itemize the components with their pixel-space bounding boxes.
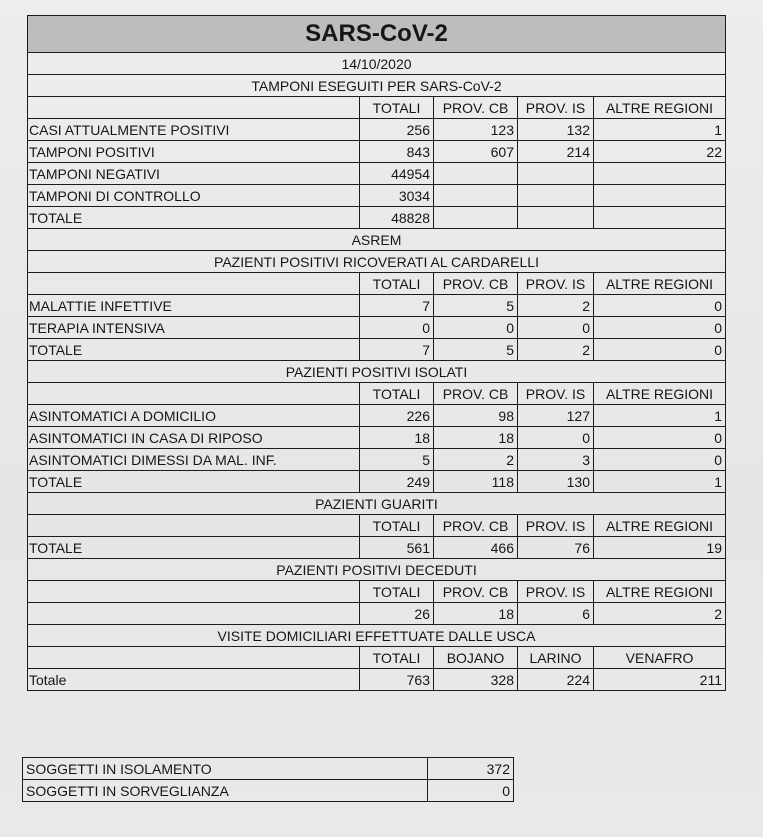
cell-altre-regioni: 1 <box>594 405 726 427</box>
header-altre-regioni: ALTRE REGIONI <box>594 581 726 603</box>
cell-altre-regioni: 1 <box>594 119 726 141</box>
cell-totali: 7 <box>360 339 434 361</box>
section-heading: PAZIENTI POSITIVI DECEDUTI <box>28 559 726 581</box>
column-header-row <box>28 581 726 603</box>
header-totali: TOTALI <box>360 383 434 405</box>
header-altre-regioni: ALTRE REGIONI <box>594 515 726 537</box>
cell-totali: 5 <box>360 449 434 471</box>
header-bojano: BOJANO <box>434 647 518 669</box>
cell-prov-is: 0 <box>518 317 594 339</box>
row-label: TAMPONI DI CONTROLLO <box>28 185 360 207</box>
table-row <box>28 339 726 361</box>
cell-altre-regioni: 0 <box>594 427 726 449</box>
row-label: ASINTOMATICI IN CASA DI RIPOSO <box>28 427 360 449</box>
row-label: SOGGETTI IN ISOLAMENTO <box>23 758 428 780</box>
table-row <box>28 471 726 493</box>
covid-report-table <box>27 15 726 691</box>
cell-prov-cb: 5 <box>434 295 518 317</box>
report-date: 14/10/2020 <box>28 53 726 75</box>
cell-prov-is: 130 <box>518 471 594 493</box>
cell-totali: 763 <box>360 669 434 691</box>
header-venafro: VENAFRO <box>594 647 726 669</box>
table-row <box>28 427 726 449</box>
header-totali: TOTALI <box>360 97 434 119</box>
column-header-row <box>28 515 726 537</box>
row-label: TOTALE <box>28 471 360 493</box>
cell-altre-regioni <box>594 207 726 229</box>
row-label: SOGGETTI IN SORVEGLIANZA <box>23 780 428 802</box>
column-header-row <box>28 647 726 669</box>
cell-totali: 7 <box>360 295 434 317</box>
cell-prov-cb: 98 <box>434 405 518 427</box>
cell-prov-cb <box>434 163 518 185</box>
table-row <box>28 669 726 691</box>
header-larino: LARINO <box>518 647 594 669</box>
section-heading: PAZIENTI POSITIVI ISOLATI <box>28 361 726 383</box>
cell-altre-regioni <box>594 163 726 185</box>
header-prov-cb: PROV. CB <box>434 515 518 537</box>
cell-prov-cb: 2 <box>434 449 518 471</box>
cell-prov-cb: 118 <box>434 471 518 493</box>
cell-prov-cb: 5 <box>434 339 518 361</box>
cell-altre-regioni: 22 <box>594 141 726 163</box>
cell-prov-cb: 18 <box>434 427 518 449</box>
row-label: TOTALE <box>28 207 360 229</box>
row-label: Totale <box>28 669 360 691</box>
cell-totali: 256 <box>360 119 434 141</box>
cell-value: 0 <box>428 780 514 802</box>
cell-prov-is <box>518 185 594 207</box>
header-prov-cb: PROV. CB <box>434 383 518 405</box>
cell-prov-is: 132 <box>518 119 594 141</box>
cell-totali: 44954 <box>360 163 434 185</box>
cell-altre-regioni: 0 <box>594 339 726 361</box>
cell-totali: 226 <box>360 405 434 427</box>
table-row <box>28 537 726 559</box>
header-prov-is: PROV. IS <box>518 273 594 295</box>
table-row <box>28 405 726 427</box>
cell-altre-regioni <box>594 185 726 207</box>
cell-prov-cb <box>434 207 518 229</box>
section-heading: PAZIENTI POSITIVI RICOVERATI AL CARDARELLI <box>28 251 726 273</box>
cell-altre-regioni: 0 <box>594 449 726 471</box>
report-title: SARS-CoV-2 <box>28 16 726 53</box>
cell-prov-is: 127 <box>518 405 594 427</box>
header-totali: TOTALI <box>360 647 434 669</box>
cell-prov-is <box>518 207 594 229</box>
cell-prov-is: 3 <box>518 449 594 471</box>
cell-prov-cb: 607 <box>434 141 518 163</box>
table-row <box>23 780 514 802</box>
cell-altre-regioni: 0 <box>594 295 726 317</box>
header-totali: TOTALI <box>360 581 434 603</box>
row-label: CASI ATTUALMENTE POSITIVI <box>28 119 360 141</box>
row-label: MALATTIE INFETTIVE <box>28 295 360 317</box>
cell-prov-is <box>518 163 594 185</box>
cell-prov-cb: 123 <box>434 119 518 141</box>
section-heading: TAMPONI ESEGUITI PER SARS-CoV-2 <box>28 75 726 97</box>
row-label: TOTALE <box>28 339 360 361</box>
row-label: TERAPIA INTENSIVA <box>28 317 360 339</box>
row-label: TAMPONI NEGATIVI <box>28 163 360 185</box>
header-prov-is: PROV. IS <box>518 515 594 537</box>
header-altre-regioni: ALTRE REGIONI <box>594 273 726 295</box>
cell-totali: 0 <box>360 317 434 339</box>
table-row <box>28 119 726 141</box>
cell-totali: 843 <box>360 141 434 163</box>
header-prov-cb: PROV. CB <box>434 581 518 603</box>
row-label <box>28 603 360 625</box>
table-row <box>28 603 726 625</box>
column-header-row <box>28 273 726 295</box>
table-row <box>28 317 726 339</box>
header-prov-is: PROV. IS <box>518 383 594 405</box>
header-prov-is: PROV. IS <box>518 97 594 119</box>
header-prov-cb: PROV. CB <box>434 97 518 119</box>
cell-totali: 48828 <box>360 207 434 229</box>
table-row <box>28 141 726 163</box>
table-row <box>28 163 726 185</box>
cell-prov-is: 214 <box>518 141 594 163</box>
table-row <box>28 295 726 317</box>
row-label: ASINTOMATICI A DOMICILIO <box>28 405 360 427</box>
cell-totali: 3034 <box>360 185 434 207</box>
table-row <box>28 185 726 207</box>
column-header-row <box>28 383 726 405</box>
cell-venafro: 211 <box>594 669 726 691</box>
cell-totali: 26 <box>360 603 434 625</box>
cell-prov-cb: 466 <box>434 537 518 559</box>
cell-prov-is: 76 <box>518 537 594 559</box>
cell-altre-regioni: 19 <box>594 537 726 559</box>
cell-prov-cb: 18 <box>434 603 518 625</box>
cell-altre-regioni: 1 <box>594 471 726 493</box>
column-header-row <box>28 97 726 119</box>
cell-larino: 224 <box>518 669 594 691</box>
cell-altre-regioni: 0 <box>594 317 726 339</box>
cell-prov-is: 2 <box>518 339 594 361</box>
header-totali: TOTALI <box>360 515 434 537</box>
row-label: TOTALE <box>28 537 360 559</box>
cell-totali: 18 <box>360 427 434 449</box>
isolation-table <box>22 757 514 802</box>
cell-totali: 249 <box>360 471 434 493</box>
cell-totali: 561 <box>360 537 434 559</box>
table-row <box>23 758 514 780</box>
section-heading: PAZIENTI GUARITI <box>28 493 726 515</box>
cell-altre-regioni: 2 <box>594 603 726 625</box>
cell-prov-is: 6 <box>518 603 594 625</box>
cell-prov-cb: 0 <box>434 317 518 339</box>
header-altre-regioni: ALTRE REGIONI <box>594 97 726 119</box>
asrem-heading: ASREM <box>28 229 726 251</box>
section-heading: VISITE DOMICILIARI EFFETTUATE DALLE USCA <box>28 625 726 647</box>
table-row <box>28 449 726 471</box>
cell-value: 372 <box>428 758 514 780</box>
header-totali: TOTALI <box>360 273 434 295</box>
header-prov-cb: PROV. CB <box>434 273 518 295</box>
row-label: TAMPONI POSITIVI <box>28 141 360 163</box>
cell-prov-cb <box>434 185 518 207</box>
row-label: ASINTOMATICI DIMESSI DA MAL. INF. <box>28 449 360 471</box>
header-altre-regioni: ALTRE REGIONI <box>594 383 726 405</box>
header-prov-is: PROV. IS <box>518 581 594 603</box>
cell-prov-is: 2 <box>518 295 594 317</box>
cell-prov-is: 0 <box>518 427 594 449</box>
cell-bojano: 328 <box>434 669 518 691</box>
table-row <box>28 207 726 229</box>
